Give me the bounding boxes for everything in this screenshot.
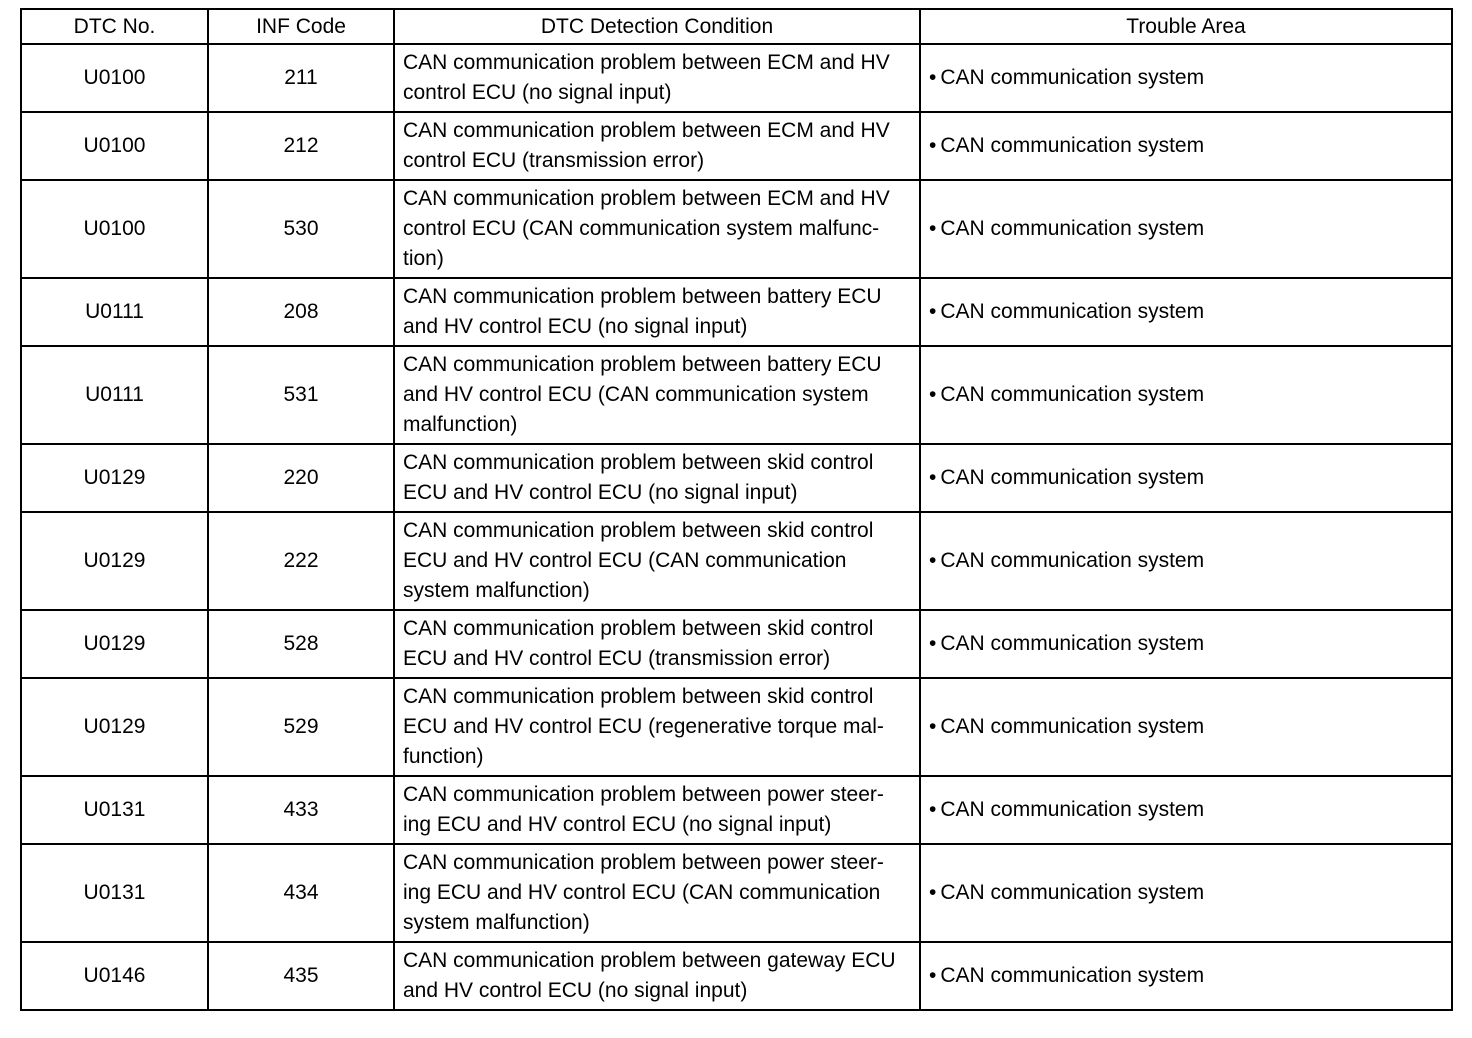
- detection-condition-cell: CAN communication problem between skid control ECU and HV control ECU (no signal input): [394, 444, 920, 512]
- inf-code-cell: 530: [208, 180, 394, 278]
- trouble-area-cell: [920, 610, 1452, 678]
- inf-code-cell: 435: [208, 942, 394, 1010]
- detection-condition-cell: CAN communication problem between skid control ECU and HV control ECU (transmission error): [394, 610, 920, 678]
- bullet-icon: •: [929, 383, 937, 406]
- inf-code-cell: 434: [208, 844, 394, 942]
- dtc-number-cell: U0111: [21, 346, 208, 444]
- detection-condition-cell: CAN communication problem between ECM and HV control ECU (transmission error): [394, 112, 920, 180]
- trouble-area-text: CAN communication system: [940, 549, 1205, 572]
- dtc-number-cell: U0111: [21, 278, 208, 346]
- trouble-area-text: CAN communication system: [940, 217, 1205, 240]
- trouble-area-cell: [920, 346, 1452, 444]
- trouble-area-text: CAN communication system: [940, 66, 1205, 89]
- inf-code-cell: 211: [208, 44, 394, 112]
- dtc-number-cell: U0100: [21, 44, 208, 112]
- header-dtc-no: DTC No.: [21, 9, 208, 44]
- trouble-area-cell: [920, 512, 1452, 610]
- table-row: [21, 942, 1452, 1010]
- table-row: [21, 776, 1452, 844]
- detection-condition-cell: CAN communication problem between power steer-ing ECU and HV control ECU (no signal input): [394, 776, 920, 844]
- detection-condition-cell: CAN communication problem between skid control ECU and HV control ECU (CAN communication system malfunction): [394, 512, 920, 610]
- bullet-icon: •: [929, 798, 937, 821]
- dtc-number-cell: U0100: [21, 112, 208, 180]
- bullet-icon: •: [929, 715, 937, 738]
- table-row: [21, 512, 1452, 610]
- bullet-icon: •: [929, 134, 937, 157]
- detection-condition-cell: CAN communication problem between gateway ECU and HV control ECU (no signal input): [394, 942, 920, 1010]
- trouble-area-cell: [920, 444, 1452, 512]
- bullet-icon: •: [929, 964, 937, 987]
- header-inf-code: INF Code: [208, 9, 394, 44]
- header-row: [21, 9, 1452, 44]
- detection-condition-cell: CAN communication problem between ECM and HV control ECU (CAN communication system malfunc-tion): [394, 180, 920, 278]
- table-row: [21, 112, 1452, 180]
- table-row: [21, 346, 1452, 444]
- dtc-number-cell: U0129: [21, 678, 208, 776]
- bullet-icon: •: [929, 881, 937, 904]
- inf-code-cell: 222: [208, 512, 394, 610]
- inf-code-cell: 433: [208, 776, 394, 844]
- trouble-area-text: CAN communication system: [940, 632, 1205, 655]
- detection-condition-cell: CAN communication problem between ECM and HV control ECU (no signal input): [394, 44, 920, 112]
- bullet-icon: •: [929, 549, 937, 572]
- bullet-icon: •: [929, 66, 937, 89]
- trouble-area-text: CAN communication system: [940, 383, 1205, 406]
- detection-condition-cell: CAN communication problem between skid control ECU and HV control ECU (regenerative torque mal-function): [394, 678, 920, 776]
- header-trouble-area: Trouble Area: [920, 9, 1452, 44]
- table-row: [21, 278, 1452, 346]
- table-row: [21, 44, 1452, 112]
- inf-code-cell: 208: [208, 278, 394, 346]
- trouble-area-cell: [920, 844, 1452, 942]
- detection-condition-cell: CAN communication problem between battery ECU and HV control ECU (no signal input): [394, 278, 920, 346]
- trouble-area-text: CAN communication system: [940, 715, 1205, 738]
- trouble-area-cell: [920, 278, 1452, 346]
- detection-condition-cell: CAN communication problem between power steer-ing ECU and HV control ECU (CAN communication system malfunction): [394, 844, 920, 942]
- inf-code-cell: 531: [208, 346, 394, 444]
- dtc-table: [20, 8, 1453, 1011]
- trouble-area-text: CAN communication system: [940, 798, 1205, 821]
- trouble-area-text: CAN communication system: [940, 881, 1205, 904]
- dtc-number-cell: U0129: [21, 610, 208, 678]
- bullet-icon: •: [929, 217, 937, 240]
- dtc-number-cell: U0131: [21, 844, 208, 942]
- trouble-area-text: CAN communication system: [940, 466, 1205, 489]
- trouble-area-text: CAN communication system: [940, 134, 1205, 157]
- trouble-area-text: CAN communication system: [940, 300, 1205, 323]
- table-row: [21, 678, 1452, 776]
- bullet-icon: •: [929, 466, 937, 489]
- table-row: [21, 180, 1452, 278]
- inf-code-cell: 220: [208, 444, 394, 512]
- trouble-area-text: CAN communication system: [940, 964, 1205, 987]
- dtc-number-cell: U0100: [21, 180, 208, 278]
- table-row: [21, 844, 1452, 942]
- dtc-number-cell: U0131: [21, 776, 208, 844]
- trouble-area-cell: [920, 678, 1452, 776]
- dtc-number-cell: U0146: [21, 942, 208, 1010]
- inf-code-cell: 528: [208, 610, 394, 678]
- inf-code-cell: 529: [208, 678, 394, 776]
- dtc-number-cell: U0129: [21, 444, 208, 512]
- bullet-icon: •: [929, 300, 937, 323]
- detection-condition-cell: CAN communication problem between battery ECU and HV control ECU (CAN communication system malfunction): [394, 346, 920, 444]
- table-row: [21, 444, 1452, 512]
- trouble-area-cell: [920, 112, 1452, 180]
- dtc-number-cell: U0129: [21, 512, 208, 610]
- bullet-icon: •: [929, 632, 937, 655]
- inf-code-cell: 212: [208, 112, 394, 180]
- trouble-area-cell: [920, 44, 1452, 112]
- table-row: [21, 610, 1452, 678]
- header-detection-condition: DTC Detection Condition: [394, 9, 920, 44]
- trouble-area-cell: [920, 180, 1452, 278]
- trouble-area-cell: [920, 776, 1452, 844]
- trouble-area-cell: [920, 942, 1452, 1010]
